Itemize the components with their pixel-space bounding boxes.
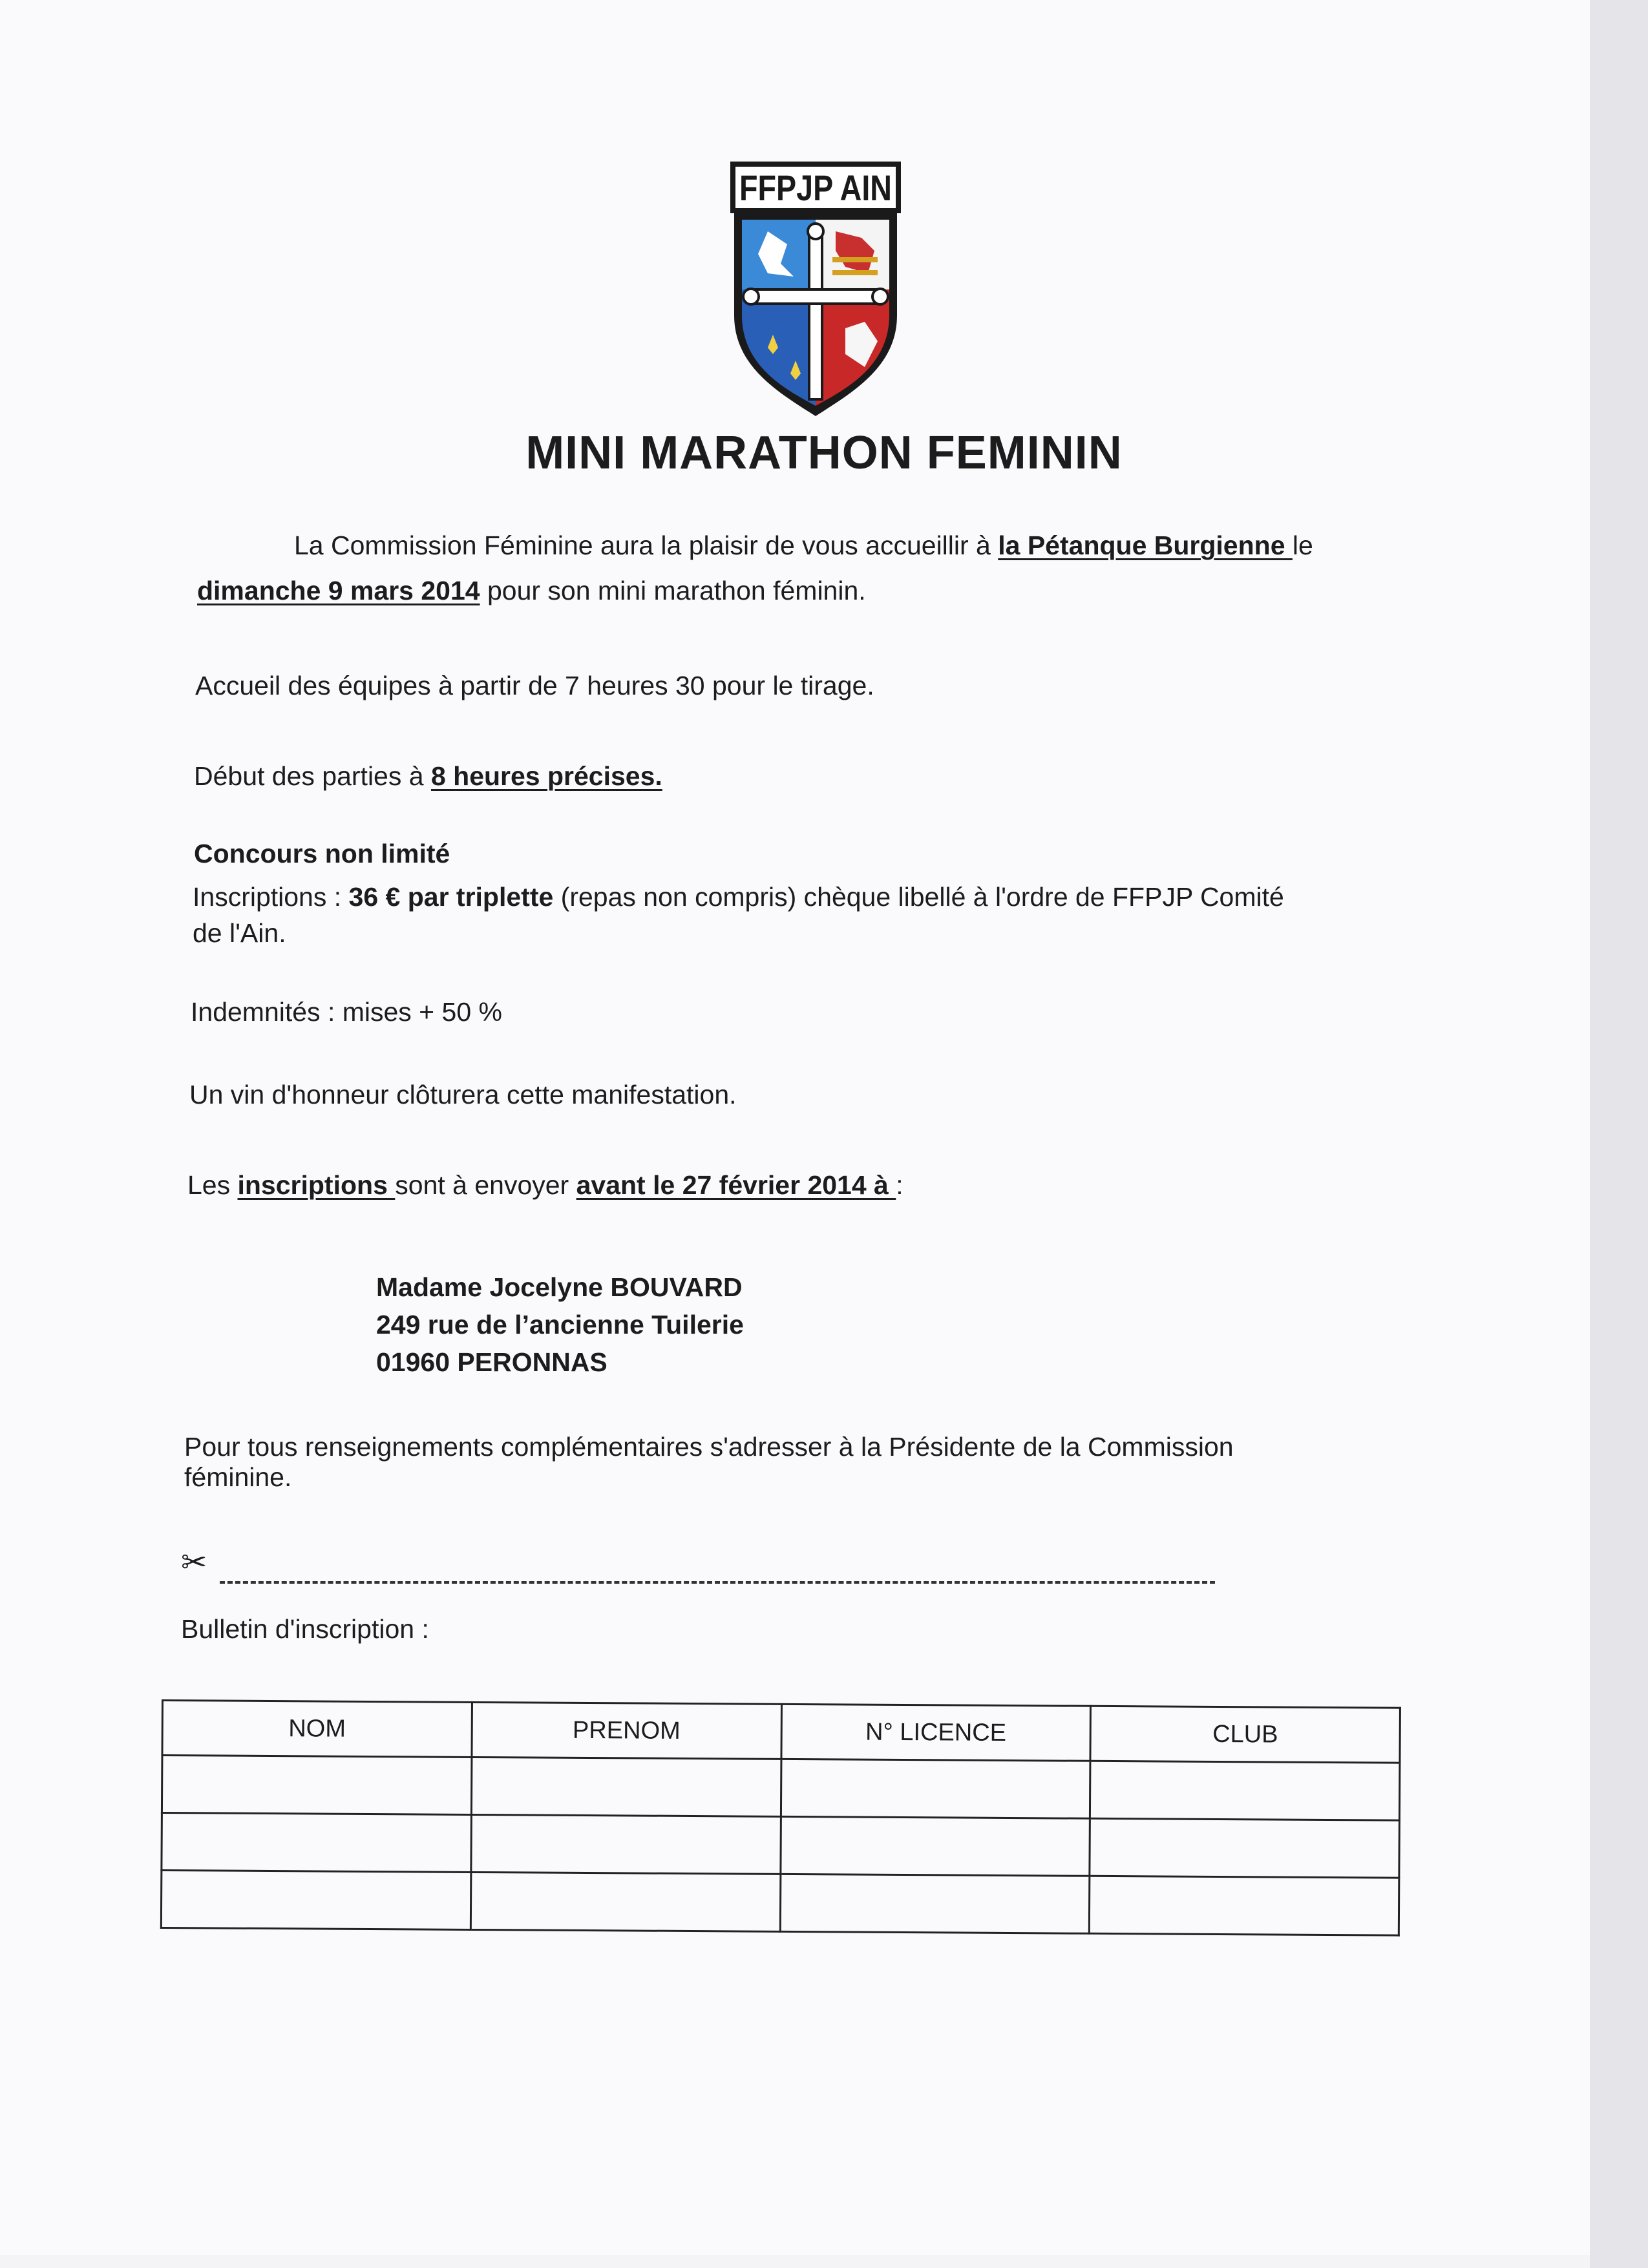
start-line [194,761,662,792]
table-header-row [162,1701,1400,1763]
column-header-prenom: PRENOM [472,1702,781,1759]
deadline-prefix: Les [187,1170,238,1200]
table-cell[interactable] [781,1759,1090,1818]
scissors-icon: ✂ [181,1546,207,1580]
table-cell[interactable] [471,1757,781,1816]
fee-line-2: de l'Ain. [193,918,286,948]
intro-text: La Commission Féminine aura la plaisir de vous accueillir à [294,530,998,560]
fee-line-1 [193,881,1284,912]
contest-heading: Concours non limité [194,839,450,868]
deadline-suffix: : [896,1170,903,1200]
table-row [162,1756,1400,1821]
info-line-2: féminine. [184,1462,292,1492]
table-cell[interactable] [162,1813,471,1873]
column-header-club: CLUB [1090,1706,1400,1763]
venue-name: la Pétanque Burgienne [998,530,1293,560]
address-city: 01960 PERONNAS [376,1347,607,1377]
column-header-nom: NOM [162,1701,472,1758]
table-cell[interactable] [162,1756,471,1815]
address-name: Madame Jocelyne BOUVARD [376,1272,743,1302]
table-cell[interactable] [470,1872,780,1931]
start-time: 8 heures précises. [430,761,662,791]
intro-text-le: le [1292,530,1313,560]
crest-banner-text: FFPJP AIN [739,167,892,208]
table-cell[interactable] [161,1871,470,1930]
page-title: MINI MARATHON FEMININ [525,427,1123,479]
info-line-1: Pour tous renseignements complémentaires s'adresser à la Présidente de la Commission [184,1432,1234,1462]
deadline-inscriptions: inscriptions [237,1170,396,1200]
table-cell[interactable] [780,1816,1090,1876]
intro-line-2 [197,575,866,606]
start-prefix: Début des parties à [194,761,431,791]
deadline-middle: sont à envoyer [395,1170,576,1200]
column-header-licence: N° LICENCE [781,1704,1090,1761]
event-date: dimanche 9 mars 2014 [197,576,480,605]
address-street: 249 rue de l’ancienne Tuilerie [376,1310,744,1339]
intro-text-end: pour son mini marathon féminin. [480,576,866,605]
table-cell[interactable] [1090,1876,1399,1935]
address-block [376,1268,744,1381]
table-cell[interactable] [780,1874,1090,1933]
table-cell[interactable] [1090,1761,1400,1820]
deadline-line [187,1170,903,1201]
ffpjp-ain-crest-logo [729,160,902,419]
registration-table [160,1699,1401,1937]
cut-line [220,1581,1215,1584]
scan-edge [1590,0,1648,2268]
fee-label: Inscriptions : [193,882,349,912]
table-row [161,1871,1399,1936]
indemnities-text: Indemnités : mises + 50 % [191,997,502,1027]
table-cell[interactable] [1090,1818,1399,1878]
fee-amount: 36 € par triplette [348,882,554,912]
fee-details: (repas non compris) chèque libellé à l'ordre de FFPJP Comité [553,882,1284,912]
table-row [162,1813,1400,1878]
table-cell[interactable] [471,1814,781,1874]
closing-text: Un vin d'honneur clôturera cette manifestation. [189,1080,737,1109]
welcome-text: Accueil des équipes à partir de 7 heures 30 pour le tirage. [195,671,874,700]
bulletin-label: Bulletin d'inscription : [181,1614,429,1644]
intro-line-1 [294,530,1313,561]
deadline-date: avant le 27 février 2014 à [576,1170,896,1200]
